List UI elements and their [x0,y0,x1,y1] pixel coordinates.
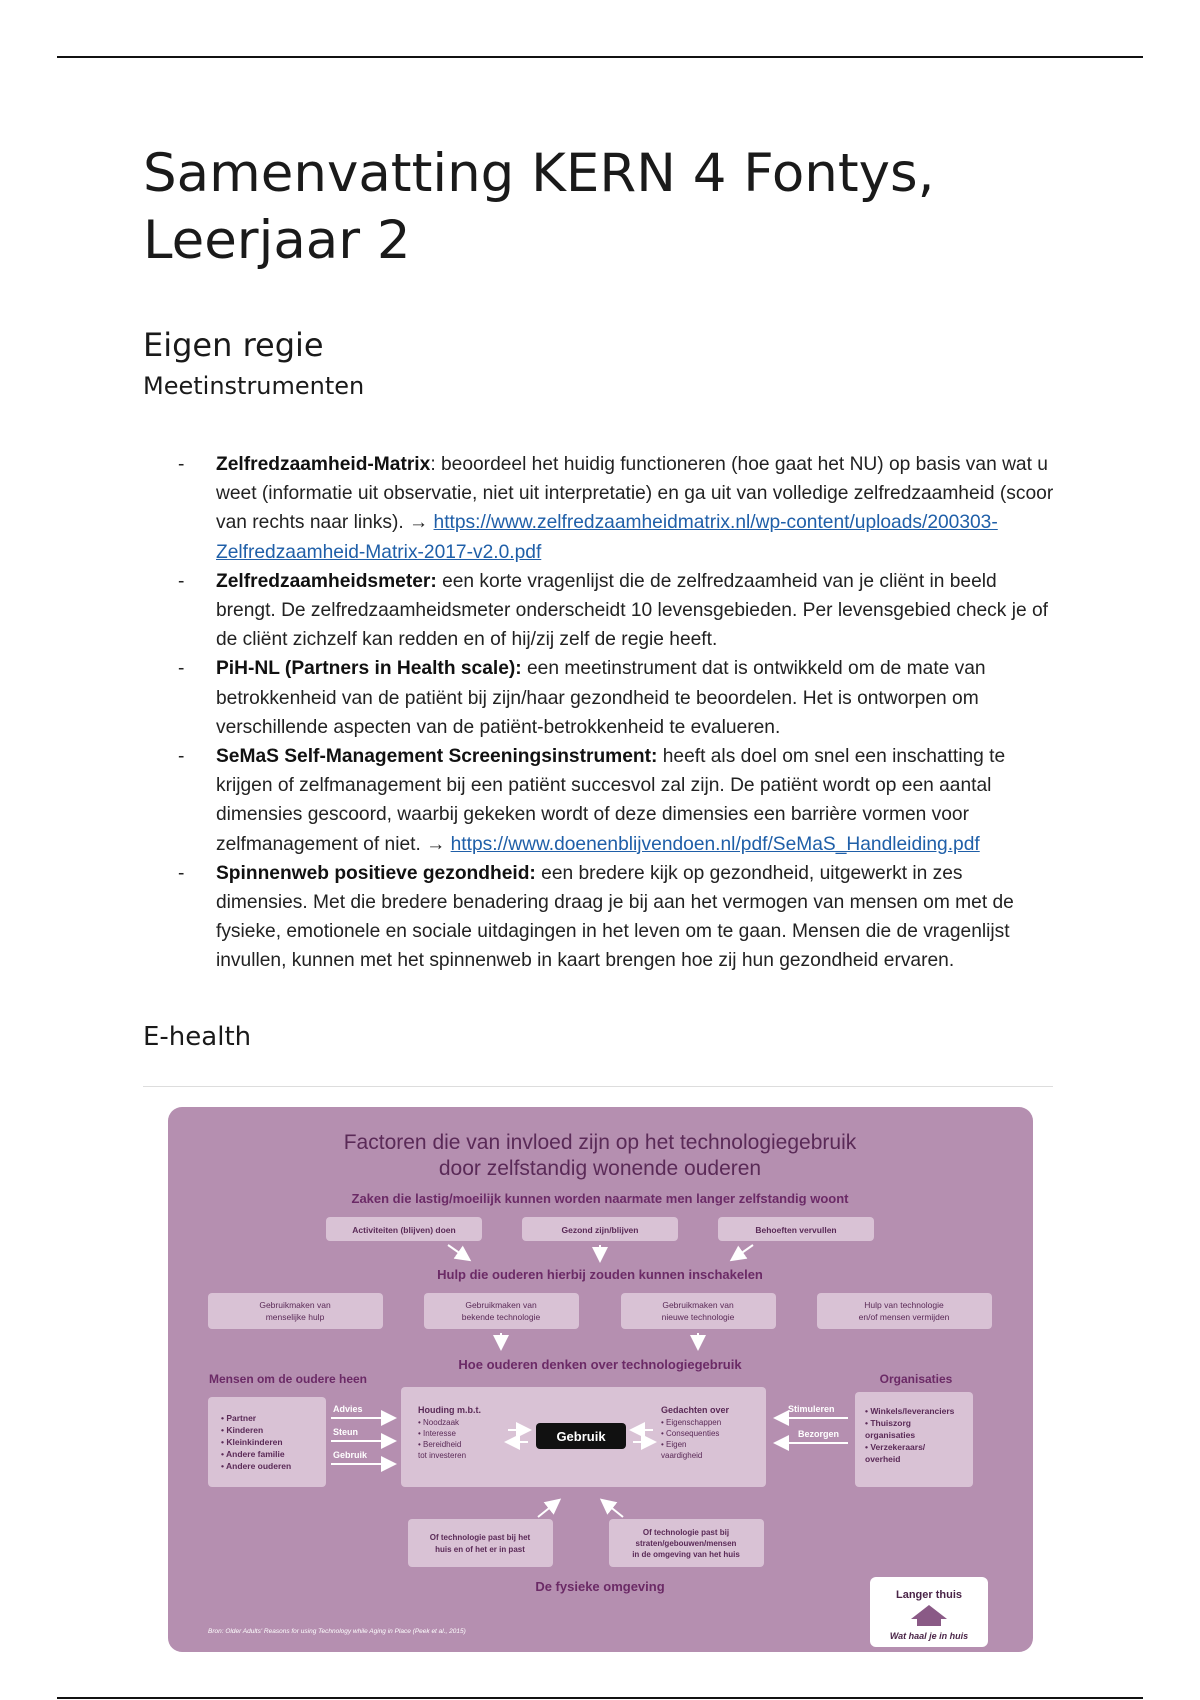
attitude-item: • Bereidheid [418,1440,462,1449]
help-box-line1: Gebruikmaken van [465,1300,537,1310]
person-item: • Andere familie [221,1449,285,1459]
header-rule [57,56,1143,58]
instrument-list [178,450,1058,976]
thoughts-title: Gedachten over [661,1405,730,1415]
bullet-dash: - [178,454,185,475]
help-box [208,1293,383,1329]
org-item: • Winkels/leveranciers [865,1406,955,1416]
semas-link[interactable]: https://www.doenenblijvendoen.nl/pdf/SeMaS_Handleiding.pdf [450,833,980,855]
help-box-line2: menselijke hulp [265,1312,325,1322]
env-heading: De fysieke omgeving [535,1579,665,1594]
help-box [424,1293,579,1329]
help-box-line1: Gebruikmaken van [259,1300,331,1310]
item-text: een bredere kijk op gezondheid, uitgewerkt in zes dimensies. Met die bredere benadering draag je bij aan het vermogen van mensen om met de fysieke, emotionele en sociale uitdagingen in het leven om te gaan. Mensen die de vragenlijst invullen, kunnen met het spinnenweb in kaart brengen hoe zij hun gezondheid ervaren. [216,862,1014,972]
use-label: Gebruik [556,1429,606,1444]
org-item: overheid [865,1454,901,1464]
technology-use-infographic [143,1086,1053,1667]
people-arrow-label: Advies [333,1404,363,1414]
person-item: • Kinderen [221,1425,264,1435]
org-heading: Organisaties [879,1372,953,1386]
infographic-title-line1: Factoren die van invloed zijn op het technologiegebruik [343,1131,857,1154]
logo-text-top: Langer thuis [895,1589,963,1601]
person-item: • Partner [221,1413,257,1423]
top-box-label: Activiteiten (blijven) doen [352,1225,456,1235]
source-note: Bron: Older Adults' Reasons for using Technology while Aging in Place (Peek et al., 2015) [208,1628,466,1635]
thoughts-item: • Eigenschappen [661,1418,722,1427]
footer-rule [57,1697,1143,1699]
person-item: • Kleinkinderen [221,1437,283,1447]
item-text: een meetinstrument dat is ontwikkeld om de mate van betrokkenheid van de patiënt bij zijn/haar gezondheid te beoordelen. Het is ontworpen om verschillende aspecten van de patiënt-betrokkenheid te evalueren. [216,658,986,738]
org-item: • Verzekeraars/ [865,1442,926,1452]
item-term: Spinnenweb positieve gezondheid: [216,862,536,884]
section-heading-eigen-regie: Eigen regie [143,326,324,364]
person-item: • Andere ouderen [221,1461,292,1471]
infographic-title-line2: door zelfstandig wonende ouderen [438,1157,762,1180]
help-box-line1: Hulp van technologie [864,1300,944,1310]
item-term: Zelfredzaamheid-Matrix [216,454,431,475]
attitude-item: • Interesse [418,1429,456,1438]
subsection-heading-meetinstrumenten: Meetinstrumenten [143,372,365,400]
help-box-line2: en/of mensen vermijden [858,1312,950,1322]
think-heading: Hoe ouderen denken over technologiegebruik [458,1357,742,1372]
org-item: organisaties [865,1430,916,1440]
bottom-box-line1: Of technologie past bij het [429,1533,531,1542]
bottom-box-line1: Of technologie past bij [642,1528,730,1537]
bullet-dash: - [178,570,185,592]
item-term: Zelfredzaamheidsmeter: [216,570,437,592]
item-text: beoordeel het huidig functioneren (hoe gaat het NU) op basis van wat u weet (informatie uit observatie, niet uit interpretatie) en ga uit van volledige zelfredzaamheid (scoor van rechts naar links). → [216,454,1054,534]
bullet-dash: - [178,862,185,884]
attitude-item: • Noodzaak [418,1418,460,1427]
list-item [178,742,1058,859]
bottom-box-line2: huis en of het er in past [435,1545,525,1554]
people-arrow-label: Steun [333,1427,359,1437]
list-item [178,450,1058,567]
top-heading: Zaken die lastig/moeilijk kunnen worden naarmate men langer zelfstandig woont [351,1191,849,1206]
people-arrow-label: Gebruik [333,1450,368,1460]
org-arrow-label: Bezorgen [798,1429,840,1439]
matrix-link[interactable]: https://www.zelfredzaamheidmatrix.nl/wp-content/uploads/200303-Zelfredzaamheid-Matrix-2017-v2.0.pdf [216,512,998,563]
item-text: een korte vragenlijst die de zelfredzaamheid van je cliënt in beeld brengt. De zelfredzaamheidsmeter onderscheidt 10 levensgebieden. Per levensgebied check je of de cliënt zichzelf kan redden en of hij/zij zelf de regie heeft. [216,570,1048,651]
bullet-dash: - [178,746,185,768]
org-item: • Thuiszorg [865,1418,911,1428]
attitude-item: tot investeren [418,1451,467,1460]
top-box-label: Behoeften vervullen [755,1225,837,1235]
section-heading-e-health: E-health [143,1022,252,1052]
people-heading: Mensen om de oudere heen [208,1372,368,1386]
bottom-box-line3: in de omgeving van het huis [632,1550,740,1559]
list-item [178,654,1058,742]
help-box-line2: nieuwe technologie [661,1312,735,1322]
thoughts-item: • Consequenties [661,1429,720,1438]
bullet-dash: - [178,658,185,680]
help-box-line1: Gebruikmaken van [662,1300,734,1310]
help-box-line2: bekende technologie [461,1312,541,1322]
item-separator: : [430,454,436,475]
list-item [178,859,1058,976]
house-icon-base [917,1617,941,1626]
help-box [817,1293,992,1329]
org-arrow-label: Stimuleren [788,1404,835,1414]
list-item [178,567,1058,655]
item-text: heeft als doel om snel een inschatting te krijgen of zelfmanagement bij een patiënt succesvol zal zijn. De patiënt wordt op een aantal dimensies gescoord, waarbij gekeken wordt of deze dimensies een barrière vormen voor zelfmanagement of niet. → [216,746,1006,855]
thoughts-item: vaardigheid [661,1451,703,1460]
attitude-title: Houding m.b.t. [418,1405,481,1415]
item-term: SeMaS Self-Management Screeningsinstrument: [216,746,658,768]
help-box [621,1293,776,1329]
help-heading: Hulp die ouderen hierbij zouden kunnen inschakelen [437,1267,763,1282]
top-box-label: Gezond zijn/blijven [561,1225,639,1235]
logo-text-bottom: Wat haal je in huis [889,1631,969,1641]
thoughts-item: • Eigen [661,1440,687,1449]
item-term: PiH-NL (Partners in Health scale): [216,658,522,680]
bottom-box [408,1519,553,1567]
bottom-box-line2: straten/gebouwen/mensen [635,1539,737,1548]
page-title: Samenvatting KERN 4 Fontys, Leerjaar 2 [143,143,935,271]
